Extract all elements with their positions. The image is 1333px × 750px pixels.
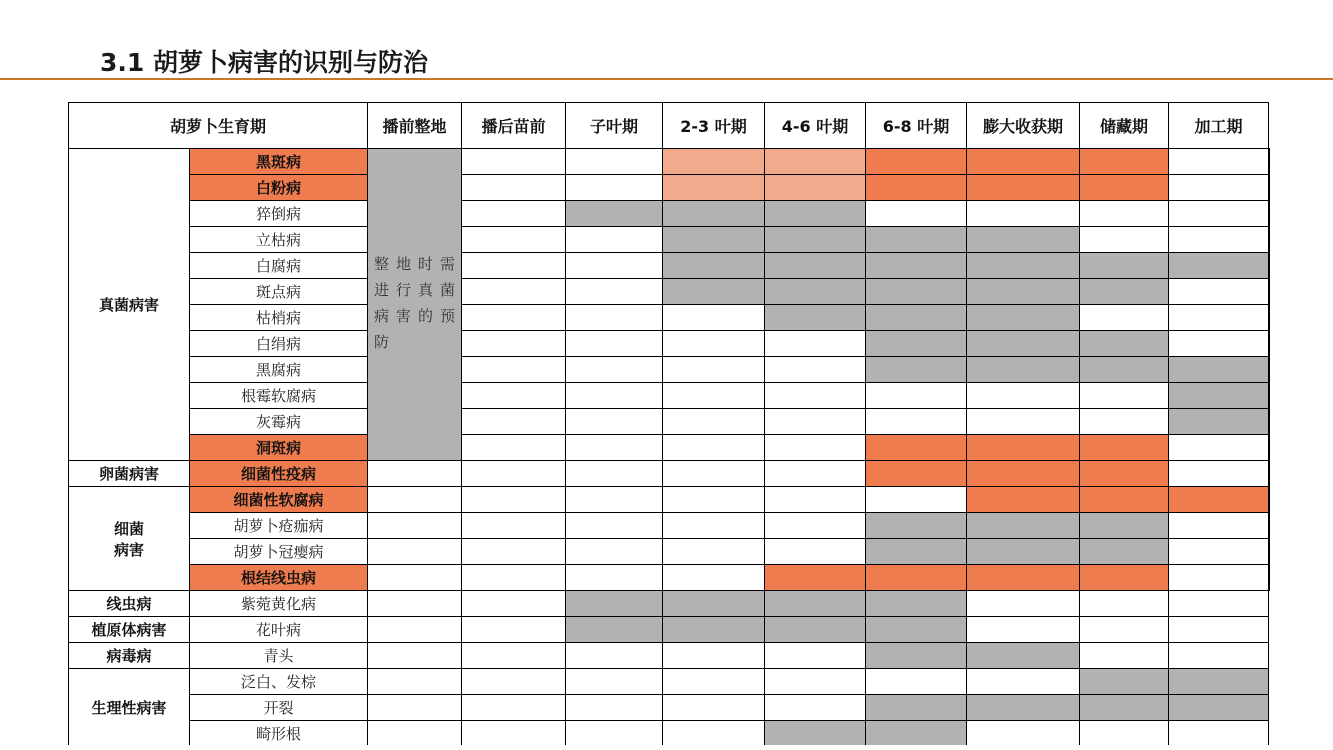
- category-label: 线虫病: [69, 591, 190, 617]
- stage-cell: [967, 461, 1080, 487]
- stage-cell: [1169, 643, 1269, 669]
- stage-cell: [368, 487, 462, 513]
- disease-name: 根结线虫病: [190, 565, 368, 591]
- disease-name: 细菌性疫病: [190, 461, 368, 487]
- stage-cell: [866, 409, 967, 435]
- stage-cell: [368, 695, 462, 721]
- stage-cell: [462, 279, 566, 305]
- disease-name: 紫菀黄化病: [190, 591, 368, 617]
- disease-name: 泛白、发棕: [190, 669, 368, 695]
- stage-cell: [1269, 279, 1270, 305]
- disease-name: 立枯病: [190, 227, 368, 253]
- stage-cell: [866, 149, 967, 175]
- category-label: 卵菌病害: [69, 461, 190, 487]
- stage-cell: [368, 643, 462, 669]
- table-row: [69, 643, 1270, 669]
- stage-cell: [765, 617, 866, 643]
- stage-cell: [1169, 149, 1269, 175]
- stage-cell: [462, 487, 566, 513]
- stage-cell: [663, 331, 765, 357]
- stage-cell: [566, 201, 663, 227]
- table-row: [69, 487, 1270, 513]
- table-row: [69, 721, 1270, 747]
- disease-name: 黑腐病: [190, 357, 368, 383]
- stage-cell: [1080, 513, 1169, 539]
- stage-cell: [1269, 565, 1270, 591]
- table-row: [69, 253, 1270, 279]
- table-row: [69, 357, 1270, 383]
- stage-cell: [1169, 435, 1269, 461]
- stage-cell: [462, 409, 566, 435]
- disease-name: 洞斑病: [190, 435, 368, 461]
- stage-cell: [1269, 331, 1270, 357]
- stage-cell: [967, 357, 1080, 383]
- stage-cell: [1080, 149, 1169, 175]
- table-row: [69, 669, 1270, 695]
- stage-cell: [462, 695, 566, 721]
- stage-cell: [663, 669, 765, 695]
- stage-cell: [368, 617, 462, 643]
- stage-cell: [967, 695, 1080, 721]
- stage-cell: [866, 643, 967, 669]
- stage-cell: [765, 409, 866, 435]
- stage-cell: [967, 565, 1080, 591]
- stage-cell: [1169, 383, 1269, 409]
- stage-cell: [967, 253, 1080, 279]
- stage-cell: [663, 435, 765, 461]
- stage-cell: [566, 617, 663, 643]
- stage-cell: [462, 591, 566, 617]
- stage-cell: [1169, 513, 1269, 539]
- stage-cell: [663, 591, 765, 617]
- stage-cell: [1080, 721, 1169, 747]
- stage-cell: [866, 461, 967, 487]
- stage-cell: [765, 227, 866, 253]
- stage-cell: [462, 513, 566, 539]
- table-row: [69, 149, 1270, 175]
- stage-cell: [1269, 539, 1270, 565]
- stage-cell: [566, 721, 663, 747]
- stage-cell: [967, 227, 1080, 253]
- stage-cell: [765, 461, 866, 487]
- stage-cell: [462, 253, 566, 279]
- table-row: [69, 513, 1270, 539]
- stage-cell: [1169, 357, 1269, 383]
- stage-cell: [765, 513, 866, 539]
- stage-cell: [462, 227, 566, 253]
- stage-cell: [663, 357, 765, 383]
- stage-cell: [663, 643, 765, 669]
- table-header-row: [69, 103, 1270, 149]
- stage-cell: [462, 149, 566, 175]
- table-row: [69, 383, 1270, 409]
- stage-cell: [663, 305, 765, 331]
- stage-cell: [765, 487, 866, 513]
- stage-cell: [462, 357, 566, 383]
- stage-cell: [765, 591, 866, 617]
- table-row: [69, 461, 1270, 487]
- page-bottom-edge: [0, 745, 1333, 750]
- table-row: [69, 695, 1270, 721]
- stage-cell: [866, 227, 967, 253]
- stage-cell: [765, 357, 866, 383]
- table-row: [69, 435, 1270, 461]
- stage-cell: [566, 695, 663, 721]
- stage-cell: [866, 487, 967, 513]
- stage-cell: [967, 487, 1080, 513]
- column-header: 播前整地: [368, 103, 462, 149]
- table-row: [69, 305, 1270, 331]
- stage-cell: [1080, 409, 1169, 435]
- stage-cell: [765, 383, 866, 409]
- stage-cell: [1080, 253, 1169, 279]
- disease-name: 细菌性软腐病: [190, 487, 368, 513]
- stage-cell: [765, 279, 866, 305]
- table-row: [69, 617, 1270, 643]
- stage-cell: [566, 357, 663, 383]
- table-row: [69, 591, 1270, 617]
- stage-cell: [967, 409, 1080, 435]
- disease-name: 根霉软腐病: [190, 383, 368, 409]
- stage-cell: [462, 461, 566, 487]
- stage-cell: [967, 175, 1080, 201]
- column-header: 膨大收获期: [967, 103, 1080, 149]
- stage-cell: [368, 513, 462, 539]
- stage-cell: [1080, 201, 1169, 227]
- stage-cell: [566, 383, 663, 409]
- disease-name: 灰霉病: [190, 409, 368, 435]
- stage-cell: [1269, 487, 1270, 513]
- stage-cell: [967, 513, 1080, 539]
- stage-cell: [967, 201, 1080, 227]
- stage-cell: [866, 695, 967, 721]
- stage-cell: [462, 383, 566, 409]
- stage-cell: [866, 305, 967, 331]
- stage-cell: [866, 591, 967, 617]
- stage-cell: [663, 409, 765, 435]
- stage-cell: [1269, 175, 1270, 201]
- stage-cell: [1080, 617, 1169, 643]
- disease-name: 青头: [190, 643, 368, 669]
- stage-cell: [866, 565, 967, 591]
- stage-cell: [566, 487, 663, 513]
- stage-cell: [566, 175, 663, 201]
- stage-cell: [1169, 565, 1269, 591]
- column-header: 加工期: [1169, 103, 1269, 149]
- stage-cell: [1269, 149, 1270, 175]
- stage-cell: [663, 175, 765, 201]
- stage-cell: [765, 305, 866, 331]
- stage-cell: [663, 539, 765, 565]
- stage-cell: [765, 253, 866, 279]
- stage-cell: [967, 383, 1080, 409]
- stage-cell: [566, 253, 663, 279]
- stage-cell: [1080, 643, 1169, 669]
- disease-name: 白腐病: [190, 253, 368, 279]
- stage-cell: [1080, 695, 1169, 721]
- table-row: [69, 409, 1270, 435]
- stage-cell: [866, 201, 967, 227]
- table-row: [69, 279, 1270, 305]
- stage-cell: [566, 643, 663, 669]
- stage-cell: [566, 591, 663, 617]
- stage-cell: [663, 201, 765, 227]
- stage-cell: [765, 331, 866, 357]
- stage-cell: [1269, 409, 1270, 435]
- stage-cell: [1080, 305, 1169, 331]
- stage-cell: [967, 591, 1080, 617]
- stage-cell: [1169, 461, 1269, 487]
- column-header: 4-6 叶期: [765, 103, 866, 149]
- stage-cell: [1080, 331, 1169, 357]
- stage-cell: [462, 539, 566, 565]
- stage-cell: [566, 669, 663, 695]
- disease-name: 猝倒病: [190, 201, 368, 227]
- disease-name: 胡萝卜疮痂病: [190, 513, 368, 539]
- table-row: [69, 565, 1270, 591]
- category-label: 生理性病害: [69, 669, 190, 747]
- stage-cell: [462, 643, 566, 669]
- stage-cell: [663, 695, 765, 721]
- stage-cell: [1169, 487, 1269, 513]
- stage-cell: [368, 721, 462, 747]
- stage-cell: [566, 279, 663, 305]
- stage-cell: [967, 669, 1080, 695]
- stage-cell: [663, 279, 765, 305]
- stage-cell: [368, 565, 462, 591]
- stage-cell: [663, 253, 765, 279]
- stage-cell: [566, 513, 663, 539]
- stage-cell: [967, 643, 1080, 669]
- stage-cell: [1080, 669, 1169, 695]
- table-row: [69, 539, 1270, 565]
- stage-cell: [462, 175, 566, 201]
- stage-cell: [967, 279, 1080, 305]
- stage-cell: [1169, 695, 1269, 721]
- pre-planting-note: 整地时需进行真菌病害的预防: [368, 149, 462, 461]
- stage-cell: [1169, 591, 1269, 617]
- stage-cell: [1080, 435, 1169, 461]
- stage-cell: [1080, 175, 1169, 201]
- stage-cell: [566, 409, 663, 435]
- stage-cell: [462, 617, 566, 643]
- stage-cell: [663, 513, 765, 539]
- stage-cell: [1080, 279, 1169, 305]
- stage-cell: [765, 695, 866, 721]
- stage-cell: [1269, 253, 1270, 279]
- stage-cell: [866, 383, 967, 409]
- stage-cell: [1169, 305, 1269, 331]
- table-row: [69, 331, 1270, 357]
- stage-cell: [1169, 227, 1269, 253]
- stage-cell: [663, 617, 765, 643]
- stage-cell: [1269, 227, 1270, 253]
- stage-cell: [967, 149, 1080, 175]
- category-label: 植原体病害: [69, 617, 190, 643]
- stage-cell: [368, 591, 462, 617]
- table-row: [69, 201, 1270, 227]
- stage-cell: [1169, 409, 1269, 435]
- stage-cell: [1269, 305, 1270, 331]
- stage-cell: [1269, 435, 1270, 461]
- disease-stage-table: [68, 102, 1270, 747]
- stage-cell: [866, 721, 967, 747]
- stage-cell: [566, 565, 663, 591]
- stage-cell: [866, 539, 967, 565]
- stage-cell: [1169, 669, 1269, 695]
- stage-cell: [663, 149, 765, 175]
- stage-cell: [967, 305, 1080, 331]
- stage-cell: [765, 201, 866, 227]
- stage-cell: [765, 175, 866, 201]
- stage-cell: [1080, 461, 1169, 487]
- stage-cell: [866, 617, 967, 643]
- disease-name: 花叶病: [190, 617, 368, 643]
- disease-name: 枯梢病: [190, 305, 368, 331]
- stage-cell: [866, 435, 967, 461]
- stage-cell: [1080, 591, 1169, 617]
- stage-cell: [1169, 201, 1269, 227]
- stage-cell: [967, 721, 1080, 747]
- stage-cell: [663, 227, 765, 253]
- stage-cell: [566, 435, 663, 461]
- stage-cell: [765, 565, 866, 591]
- stage-cell: [1080, 565, 1169, 591]
- stage-cell: [566, 305, 663, 331]
- stage-cell: [1269, 461, 1270, 487]
- stage-cell: [462, 435, 566, 461]
- stage-cell: [765, 539, 866, 565]
- stage-cell: [1169, 331, 1269, 357]
- stage-cell: [866, 357, 967, 383]
- stage-cell: [1080, 539, 1169, 565]
- stage-cell: [566, 331, 663, 357]
- stage-cell: [663, 461, 765, 487]
- stage-cell: [1169, 253, 1269, 279]
- disease-name: 斑点病: [190, 279, 368, 305]
- disease-name: 白绢病: [190, 331, 368, 357]
- stage-cell: [1169, 617, 1269, 643]
- column-header: 6-8 叶期: [866, 103, 967, 149]
- stage-cell: [765, 435, 866, 461]
- stage-cell: [566, 461, 663, 487]
- disease-name: 胡萝卜冠瘿病: [190, 539, 368, 565]
- stage-cell: [1080, 357, 1169, 383]
- stage-cell: [866, 279, 967, 305]
- stage-cell: [1080, 383, 1169, 409]
- stage-cell: [1169, 721, 1269, 747]
- column-header: 2-3 叶期: [663, 103, 765, 149]
- stage-cell: [866, 513, 967, 539]
- stage-cell: [368, 669, 462, 695]
- stage-cell: [765, 669, 866, 695]
- stage-cell: [866, 331, 967, 357]
- title-underline: [0, 78, 1333, 80]
- stage-cell: [866, 253, 967, 279]
- table-row: [69, 175, 1270, 201]
- table-row: [69, 227, 1270, 253]
- disease-name: 畸形根: [190, 721, 368, 747]
- stage-cell: [967, 435, 1080, 461]
- stage-cell: [462, 331, 566, 357]
- category-label: 细菌 病害: [69, 487, 190, 591]
- disease-name: 白粉病: [190, 175, 368, 201]
- disease-name: 黑斑病: [190, 149, 368, 175]
- stage-cell: [1269, 201, 1270, 227]
- stage-cell: [368, 539, 462, 565]
- stage-cell: [462, 201, 566, 227]
- stage-cell: [967, 331, 1080, 357]
- column-header: 子叶期: [566, 103, 663, 149]
- stage-cell: [1169, 175, 1269, 201]
- stage-cell: [462, 305, 566, 331]
- stage-cell: [1169, 539, 1269, 565]
- column-header: 储藏期: [1080, 103, 1169, 149]
- stage-cell: [765, 643, 866, 669]
- stage-cell: [1080, 487, 1169, 513]
- column-header: 播后苗前: [462, 103, 566, 149]
- stage-cell: [1080, 227, 1169, 253]
- stage-cell: [663, 487, 765, 513]
- stage-cell: [967, 617, 1080, 643]
- disease-name: 开裂: [190, 695, 368, 721]
- page-title: 3.1 胡萝卜病害的识别与防治: [100, 48, 428, 77]
- category-label: 病毒病: [69, 643, 190, 669]
- stage-cell: [765, 149, 866, 175]
- stage-cell: [663, 565, 765, 591]
- stage-cell: [462, 721, 566, 747]
- stage-cell: [1269, 357, 1270, 383]
- stage-cell: [866, 669, 967, 695]
- stage-cell: [866, 175, 967, 201]
- stage-cell: [1169, 279, 1269, 305]
- stage-cell: [765, 721, 866, 747]
- stage-cell: [663, 383, 765, 409]
- stage-cell: [566, 227, 663, 253]
- stage-cell: [566, 149, 663, 175]
- stage-cell: [1269, 513, 1270, 539]
- stage-cell: [462, 669, 566, 695]
- stage-cell: [566, 539, 663, 565]
- stage-cell: [967, 539, 1080, 565]
- stage-cell: [1269, 383, 1270, 409]
- stage-cell: [663, 721, 765, 747]
- stage-cell: [462, 565, 566, 591]
- category-label: 真菌病害: [69, 149, 190, 461]
- stage-cell: [368, 461, 462, 487]
- column-header: 胡萝卜生育期: [69, 103, 368, 149]
